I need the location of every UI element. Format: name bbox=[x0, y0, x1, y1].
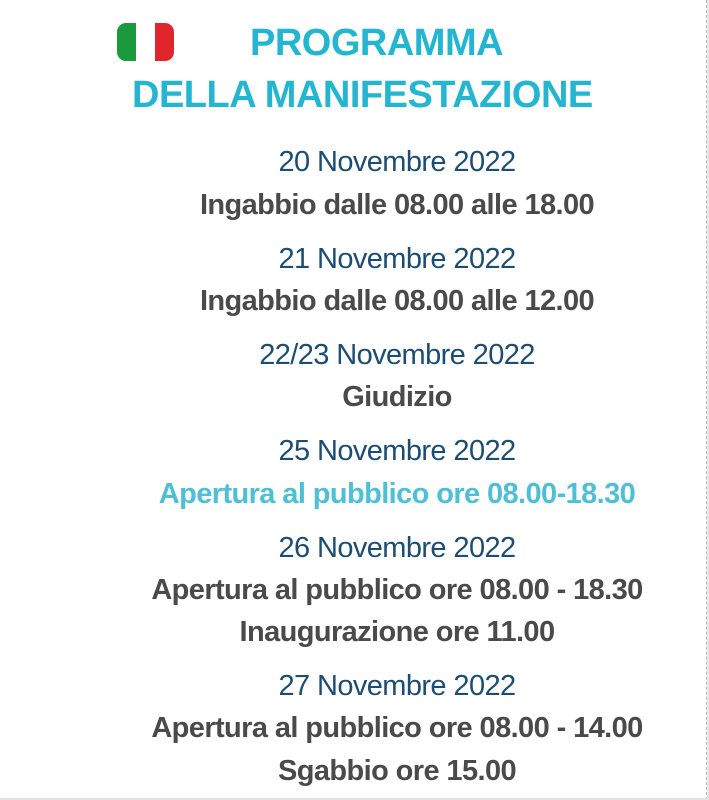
flag-green-stripe bbox=[117, 23, 136, 61]
flag-red-stripe bbox=[155, 23, 174, 61]
flag-white-stripe bbox=[136, 23, 155, 61]
schedule-date: 25 Novembre 2022 bbox=[278, 435, 516, 467]
schedule-detail: Apertura al pubblico ore 08.00 - 14.00 bbox=[151, 712, 643, 744]
schedule-detail: Ingabbio dalle 08.00 alle 12.00 bbox=[199, 285, 595, 317]
schedule-detail: Apertura al pubblico ore 08.00 - 18.30 bbox=[151, 574, 643, 606]
schedule-date: 21 Novembre 2022 bbox=[278, 243, 516, 275]
schedule-date: 22/23 Novembre 2022 bbox=[259, 339, 535, 371]
page-title-line-1: PROGRAMMA bbox=[250, 22, 504, 64]
schedule-date: 20 Novembre 2022 bbox=[278, 146, 516, 178]
schedule-detail-highlight: Apertura al pubblico ore 08.00-18.30 bbox=[158, 478, 636, 510]
page-title-line-2: DELLA MANIFESTAZIONE bbox=[132, 74, 593, 116]
schedule-detail: Giudizio bbox=[342, 381, 452, 413]
schedule-detail: Inaugurazione ore 11.00 bbox=[239, 616, 555, 648]
schedule-date: 26 Novembre 2022 bbox=[278, 532, 516, 564]
schedule-detail: Sgabbio ore 15.00 bbox=[278, 755, 516, 787]
italian-flag-icon bbox=[117, 23, 174, 61]
schedule-detail: Ingabbio dalle 08.00 alle 18.00 bbox=[199, 189, 595, 221]
schedule-date: 27 Novembre 2022 bbox=[278, 670, 516, 702]
